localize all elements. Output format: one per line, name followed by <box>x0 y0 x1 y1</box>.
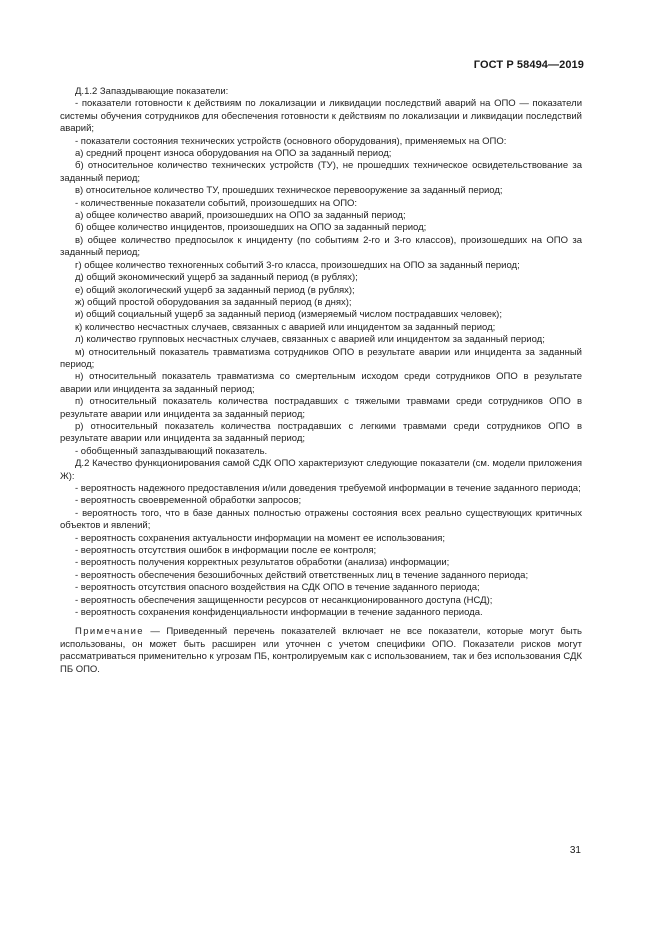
paragraph: н) относительный показатель травматизма со смертельным исходом среди сотрудников ОПО в результате аварии или инцидента за заданный период; <box>60 371 582 395</box>
paragraph: р) относительный показатель количества пострадавших с легкими травмами среди сотрудников ОПО в результате аварии или инцидента за заданный период; <box>60 420 582 445</box>
paragraph: м) относительный показатель травматизма сотрудников ОПО в результате аварии или инцидента за заданный период; <box>60 346 582 370</box>
paragraph: а) общее количество аварий, произошедших на ОПО за заданный период; <box>75 210 406 222</box>
paragraph: д) общий экономический ущерб за заданный период (в рублях); <box>75 272 358 284</box>
paragraph: - показатели готовности к действиям по локализации и ликвидации последствий аварий на ОПО — показатели системы обучения сотрудников для обеспечения готовности к действиям по локализации и ликвидации последствий аварий; <box>60 98 582 135</box>
paragraph: и) общий социальный ущерб за заданный период (измеряемый числом пострадавших человек); <box>75 309 502 321</box>
paragraph: - вероятность обеспечения безошибочных действий ответственных лиц в течение заданного периода; <box>75 569 529 581</box>
paragraph: в) общее количество предпосылок к инциденту (по событиям 2-го и 3-го классов), произошедших на ОПО за заданный период; <box>60 234 582 259</box>
paragraph: - вероятность сохранения актуальности информации на момент ее использования; <box>75 532 446 544</box>
document-header: ГОСТ Р 58494—2019 <box>473 59 584 71</box>
note-paragraph <box>60 626 582 676</box>
paragraph: - вероятность получения корректных результатов обработки (анализа) информации; <box>75 557 450 569</box>
paragraph: б) общее количество инцидентов, произошедших на ОПО за заданный период; <box>75 222 427 234</box>
paragraph: л) количество групповых несчастных случаев, связанных с аварией или инцидентом за заданный период; <box>75 334 545 346</box>
page-number: 31 <box>569 845 581 856</box>
paragraph: - вероятность отсутствия ошибок в информации после ее контроля; <box>75 545 377 557</box>
note-text: — Приведенный перечень показателей включает не все показатели, которые могут быть использованы, он может быть расширен или уточнен с учетом специфики ОПО. Показатели рисков могут рассматриваться применительно к угрозам ПБ, контролируемым как с использованием, так и без использования СДК ПБ ОПО. <box>60 626 582 675</box>
paragraph: а) средний процент износа оборудования на ОПО за заданный период; <box>75 148 392 160</box>
paragraph: - вероятность сохранения конфиденциальности информации в течение заданного периода. <box>75 607 483 619</box>
document-body <box>60 86 582 676</box>
paragraph: п) относительный показатель количества пострадавших с тяжелыми травмами среди сотрудников ОПО в результате аварии или инцидента за заданный период; <box>60 396 582 420</box>
paragraph: б) относительное количество технических устройств (ТУ), не прошедших техническое освидетельствование за заданный период; <box>60 160 582 184</box>
paragraph: - количественные показатели событий, произошедших на ОПО: <box>75 197 358 209</box>
paragraph: е) общий экологический ущерб за заданный период (в рублях); <box>75 284 355 296</box>
paragraph: - вероятность обеспечения защищенности ресурсов от несанкционированного доступа (НСД); <box>75 594 493 606</box>
paragraph: Д.1.2 Запаздывающие показатели: <box>75 86 229 97</box>
paragraph: г) общее количество техногенных событий 3-го класса, произошедших на ОПО за заданный период; <box>75 259 520 271</box>
paragraph: - вероятность того, что в базе данных полностью отражены состояния всех реально существующих критичных объектов и явлений; <box>60 507 582 532</box>
paragraph: - вероятность надежного предоставления и/или доведения требуемой информации в течение заданного периода; <box>75 483 581 494</box>
paragraph: Д.2 Качество функционирования самой СДК ОПО характеризуют следующие показатели (см. модели приложения Ж): <box>60 458 582 482</box>
paragraph: - вероятность своевременной обработки запросов; <box>75 495 302 507</box>
paragraph: в) относительное количество ТУ, прошедших техническое перевооружение за заданный период; <box>75 185 503 197</box>
note-label: Примечание <box>75 626 144 638</box>
paragraph: ж) общий простой оборудования за заданный период (в днях); <box>75 296 352 308</box>
paragraph: - вероятность отсутствия опасного воздействия на СДК ОПО в течение заданного периода; <box>75 582 480 594</box>
paragraph: - обобщенный запаздывающий показатель. <box>75 445 268 457</box>
paragraph: - показатели состояния технических устройств (основного оборудования), применяемых на ОПО: <box>75 135 507 147</box>
paragraph: к) количество несчастных случаев, связанных с аварией или инцидентом за заданный период; <box>75 321 496 333</box>
